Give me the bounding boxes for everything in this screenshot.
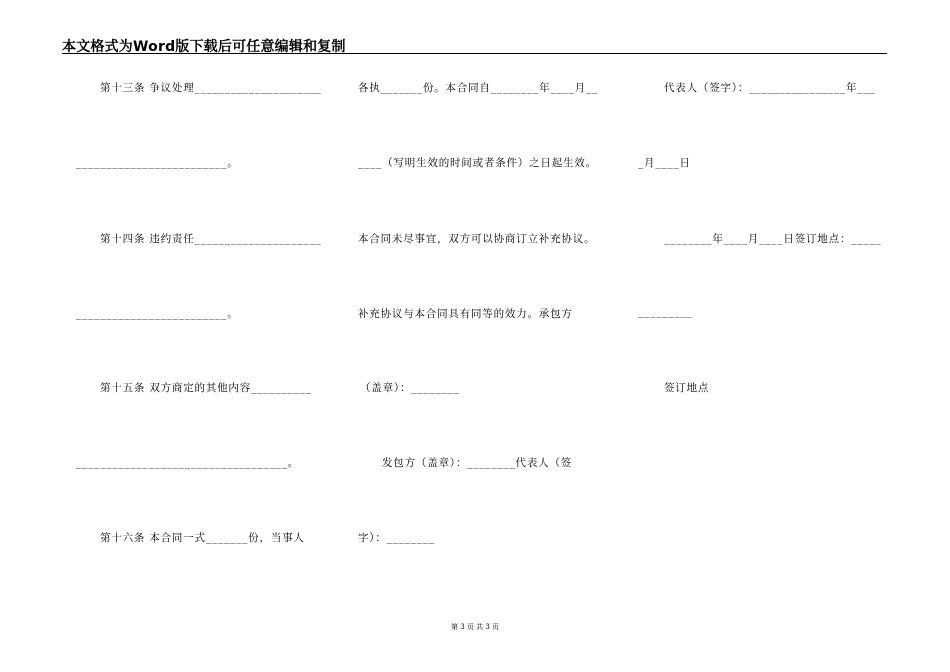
document-banner: 本文格式为Word版下载后可任意编辑和复制 (62, 39, 346, 55)
clause-15-line: 第十五条 双方商定的其他内容__________ (100, 382, 312, 394)
representative-line: 代表人（签字）：________________年___ (664, 82, 876, 94)
page-number: 第 3 页 共 3 页 (450, 623, 500, 631)
clause-16-line: 第十六条 本合同一式_______份，当事人 (100, 532, 305, 544)
clause-14-continuation: _________________________。 (76, 308, 239, 320)
signing-place-label: 签订地点 (664, 382, 710, 394)
signature-line: 字）：________ (358, 532, 436, 544)
copies-line: 各执_______份。本合同自________年____月__ (358, 82, 599, 94)
header-rule (62, 53, 887, 54)
clause-14-line: 第十四条 违约责任_____________________ (100, 233, 322, 245)
equal-effect-line: 补充协议与本合同具有同等的效力。承包方 (358, 308, 573, 320)
employer-seal-line: 发包方（盖章）：________代表人（签 (382, 457, 573, 469)
signing-place-blank: _________ (638, 306, 693, 318)
clause-15-continuation: ___________________________________。 (76, 457, 300, 469)
supplement-line: 本合同未尽事宜，双方可以协商订立补充协议。 (358, 233, 596, 245)
clause-13-continuation: _________________________。 (76, 157, 239, 169)
date-continuation: _月____日 (638, 157, 691, 169)
signing-date-line: ________年____月____日签订地点：_____ (664, 233, 882, 245)
clause-13-line: 第十三条 争议处理_____________________ (100, 82, 322, 94)
effective-line: ____（写明生效的时间或者条件）之日起生效。 (358, 157, 597, 169)
contractor-seal-line: （盖章）：________ (360, 382, 460, 394)
